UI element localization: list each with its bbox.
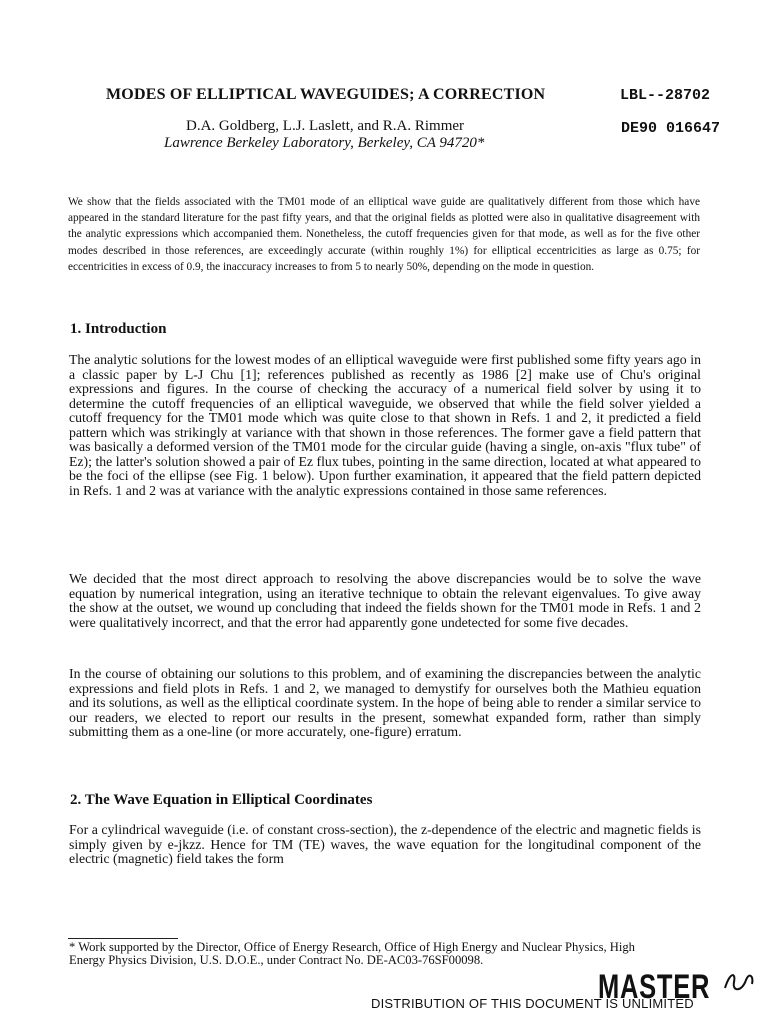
affiliation: Lawrence Berkeley Laboratory, Berkeley, CA 94720* (164, 135, 485, 151)
author-list: D.A. Goldberg, L.J. Laslett, and R.A. Rimmer (186, 118, 465, 134)
master-stamp: MASTER (598, 968, 711, 1006)
section-1-paragraph-1: The analytic solutions for the lowest modes of an elliptical waveguide were first published some fifty years ago in a classic paper by L-J Chu [1]; references published as recently as 1986 [2] make use of Chu's original expressions and figures. In the course of checking the accuracy of a numerical field solver by using it to determine the cutoff frequencies of an elliptical waveguide, we observed that while the field solver yielded a cutoff frequency for the TM01 mode which was quite close to that shown in Refs. 1 and 2, it predicted a field pattern which was strikingly at variance with that shown in those references. The former gave a field pattern that was basically a deformed version of the TM01 mode for the circular guide (having a single, on-axis "flux tube" of Ez); the latter's solution showed a pair of Ez flux tubes, pointing in the same direction, located at what appeared to be the foci of the ellipse (see Fig. 1 below). Upon further examination, it appeared that the field pattern depicted in Refs. 1 and 2 was at variance with the analytic expressions contained in those same references. (69, 352, 701, 498)
report-number: LBL--28702 (620, 87, 711, 104)
section-1-paragraph-2: We decided that the most direct approach to resolving the above discrepancies would be to solve the wave equation by numerical integration, using an iterative technique to obtain the relevant eigenvalues. To give away the show at the outset, we wound up concluding that indeed the fields shown for the TM01 mode in Refs. 1 and 2 were qualitatively incorrect, and that the error had apparently gone undetected for some five decades. (69, 571, 701, 630)
paper-title: MODES OF ELLIPTICAL WAVEGUIDES; A CORRECTION (106, 86, 546, 103)
distribution-statement: DISTRIBUTION OF THIS DOCUMENT IS UNLIMITED (371, 996, 694, 1011)
footnote: * Work supported by the Director, Office of Energy Research, Office of High Energy and Nuclear Physics, High Energy Physics Division, U.S. D.O.E., under Contract No. DE-AC03-76SF00098. (69, 940, 635, 967)
abstract: We show that the fields associated with the TM01 mode of an elliptical wave guide are qualitatively different from those which have appeared in the standard literature for the past fifty years, and that the original fields as plotted were also in qualitative disagreement with the analytic expressions which accompanied them. Nonetheless, the cutoff frequencies given for that mode, as well as for the five other modes described in those references, are exceedingly accurate (within roughly 1%) for elliptical eccentricities as large as 0.75; for eccentricities in excess of 0.9, the inaccuracy increases to from 5 to nearly 50%, depending on the mode in question. (68, 196, 700, 273)
section-2-paragraph-1: For a cylindrical waveguide (i.e. of constant cross-section), the z-dependence of the electric and magnetic fields is simply given by e-jkzz. Hence for TM (TE) waves, the wave equation for the longitudinal component of the electric (magnetic) field takes the form (69, 822, 701, 866)
document-number: DE90 016647 (621, 120, 721, 137)
section-1-paragraph-3: In the course of obtaining our solutions to this problem, and of examining the discrepancies between the analytic expressions and field plots in Refs. 1 and 2, we managed to demystify for ourselves both the Mathieu equation and its solutions, as well as the elliptical coordinate system. In the hope of being able to render a similar service to our readers, we elected to report our results in the present, somewhat expanded form, rather than simply submitting them as a one-line (or more accurately, one-figure) erratum. (69, 666, 701, 739)
footnote-divider (68, 938, 178, 939)
section-2-heading: 2. The Wave Equation in Elliptical Coordinates (70, 792, 373, 808)
section-1-heading: 1. Introduction (70, 321, 167, 337)
handwritten-mark-icon (722, 968, 756, 996)
